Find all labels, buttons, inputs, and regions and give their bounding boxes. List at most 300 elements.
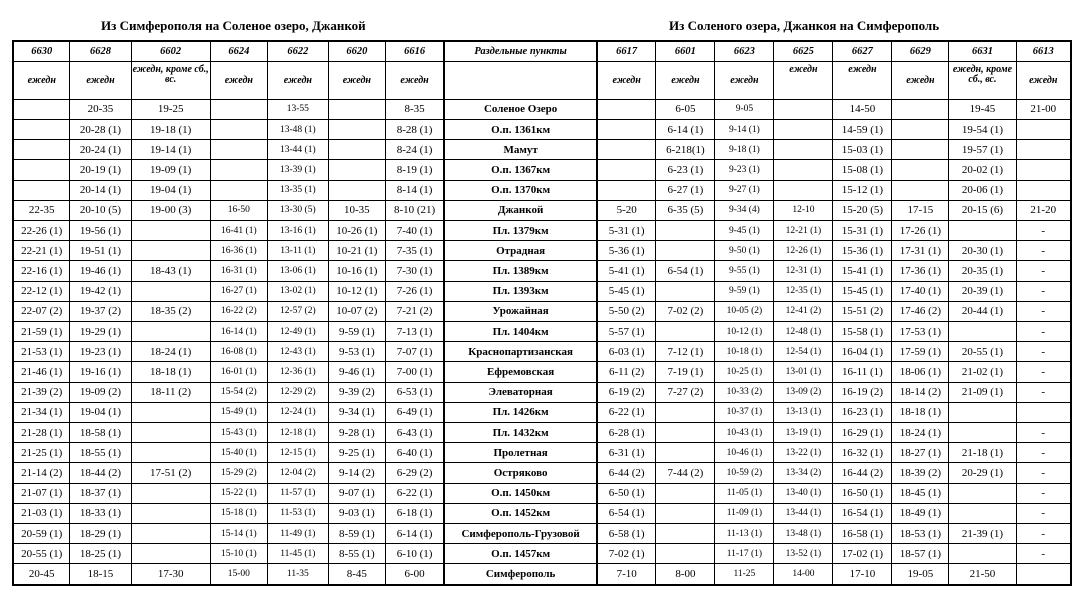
time-cell: 6-50 (1) bbox=[597, 483, 656, 503]
time-cell: 12-41 (2) bbox=[774, 301, 833, 321]
time-cell: 10-33 (2) bbox=[715, 382, 774, 402]
time-cell: 19-57 (1) bbox=[949, 140, 1016, 160]
time-cell bbox=[13, 180, 70, 200]
time-cell: 11-13 (1) bbox=[715, 524, 774, 544]
time-cell: 6-28 (1) bbox=[597, 423, 656, 443]
time-cell: 11-05 (1) bbox=[715, 483, 774, 503]
time-cell: 13-06 (1) bbox=[267, 261, 328, 281]
station-name: Пл. 1426км bbox=[444, 402, 597, 422]
time-cell: 20-55 (1) bbox=[949, 342, 1016, 362]
time-cell: 17-59 (1) bbox=[892, 342, 949, 362]
time-cell: 21-28 (1) bbox=[13, 423, 70, 443]
time-cell: 19-56 (1) bbox=[70, 220, 131, 240]
time-cell: 8-10 (21) bbox=[385, 200, 444, 220]
table-row bbox=[13, 160, 1071, 180]
time-cell: 19-16 (1) bbox=[70, 362, 131, 382]
time-cell: 13-13 (1) bbox=[774, 402, 833, 422]
time-cell: 19-18 (1) bbox=[131, 119, 210, 139]
time-cell: 18-53 (1) bbox=[892, 524, 949, 544]
time-cell: 20-24 (1) bbox=[70, 140, 131, 160]
time-cell: 21-59 (1) bbox=[13, 322, 70, 342]
time-cell: 6-23 (1) bbox=[656, 160, 715, 180]
time-cell: 9-45 (1) bbox=[715, 220, 774, 240]
periodicity: ежедн bbox=[70, 62, 131, 99]
time-cell: 10-59 (2) bbox=[715, 463, 774, 483]
time-cell bbox=[131, 443, 210, 463]
time-cell: 20-30 (1) bbox=[949, 241, 1016, 261]
time-cell: 13-09 (2) bbox=[774, 382, 833, 402]
train-number-row bbox=[13, 41, 1071, 62]
time-cell: 6-00 bbox=[385, 564, 444, 585]
time-cell bbox=[131, 503, 210, 523]
time-cell: 20-28 (1) bbox=[70, 119, 131, 139]
time-cell: 16-50 (1) bbox=[833, 483, 892, 503]
time-cell: 19-23 (1) bbox=[70, 342, 131, 362]
time-cell: 7-19 (1) bbox=[656, 362, 715, 382]
time-cell: - bbox=[1016, 483, 1071, 503]
table-row bbox=[13, 463, 1071, 483]
table-row bbox=[13, 322, 1071, 342]
time-cell: 21-46 (1) bbox=[13, 362, 70, 382]
time-cell bbox=[949, 503, 1016, 523]
table-row bbox=[13, 382, 1071, 402]
time-cell: 21-53 (1) bbox=[13, 342, 70, 362]
time-cell: 18-58 (1) bbox=[70, 423, 131, 443]
time-cell bbox=[1016, 402, 1071, 422]
table-row bbox=[13, 241, 1071, 261]
time-cell bbox=[210, 119, 267, 139]
time-cell: 15-40 (1) bbox=[210, 443, 267, 463]
table-row bbox=[13, 180, 1071, 200]
time-cell bbox=[656, 544, 715, 564]
time-cell: 16-44 (2) bbox=[833, 463, 892, 483]
time-cell: 15-36 (1) bbox=[833, 241, 892, 261]
time-cell bbox=[210, 180, 267, 200]
station-name: Отрадная bbox=[444, 241, 597, 261]
time-cell: - bbox=[1016, 463, 1071, 483]
time-cell: 17-40 (1) bbox=[892, 281, 949, 301]
time-cell: 18-55 (1) bbox=[70, 443, 131, 463]
time-cell bbox=[656, 241, 715, 261]
time-cell bbox=[131, 483, 210, 503]
periodicity: ежедн bbox=[715, 62, 774, 99]
time-cell: 15-14 (1) bbox=[210, 524, 267, 544]
time-cell: 13-11 (1) bbox=[267, 241, 328, 261]
time-cell: 15-29 (2) bbox=[210, 463, 267, 483]
periodicity: ежедн bbox=[892, 62, 949, 99]
time-cell bbox=[131, 524, 210, 544]
time-cell bbox=[131, 322, 210, 342]
time-cell bbox=[656, 423, 715, 443]
train-number: 6629 bbox=[892, 41, 949, 62]
time-cell: 21-39 (2) bbox=[13, 382, 70, 402]
time-cell: 15-18 (1) bbox=[210, 503, 267, 523]
time-cell: 10-05 (2) bbox=[715, 301, 774, 321]
time-cell: 13-44 (1) bbox=[774, 503, 833, 523]
time-cell: - bbox=[1016, 503, 1071, 523]
time-cell bbox=[597, 180, 656, 200]
periodicity: ежедн bbox=[597, 62, 656, 99]
time-cell: 16-23 (1) bbox=[833, 402, 892, 422]
timetable bbox=[12, 40, 1072, 586]
time-cell: 10-12 (1) bbox=[715, 322, 774, 342]
time-cell bbox=[1016, 140, 1071, 160]
time-cell bbox=[949, 544, 1016, 564]
time-cell: 13-22 (1) bbox=[774, 443, 833, 463]
table-row bbox=[13, 140, 1071, 160]
time-cell: 18-57 (1) bbox=[892, 544, 949, 564]
time-cell bbox=[1016, 160, 1071, 180]
time-cell: 7-00 (1) bbox=[385, 362, 444, 382]
time-cell: 10-46 (1) bbox=[715, 443, 774, 463]
periodicity: ежедн, кроме сб., вс. bbox=[949, 62, 1016, 99]
train-number: 6624 bbox=[210, 41, 267, 62]
station-name: Джанкой bbox=[444, 200, 597, 220]
time-cell: 9-46 (1) bbox=[328, 362, 385, 382]
time-cell: 9-03 (1) bbox=[328, 503, 385, 523]
time-cell: 15-10 (1) bbox=[210, 544, 267, 564]
time-cell: 21-14 (2) bbox=[13, 463, 70, 483]
time-cell: 18-18 (1) bbox=[892, 402, 949, 422]
time-cell: 15-49 (1) bbox=[210, 402, 267, 422]
time-cell bbox=[131, 220, 210, 240]
time-cell bbox=[328, 180, 385, 200]
table-row bbox=[13, 301, 1071, 321]
time-cell: 9-50 (1) bbox=[715, 241, 774, 261]
time-cell: 13-16 (1) bbox=[267, 220, 328, 240]
time-cell: 18-24 (1) bbox=[892, 423, 949, 443]
time-cell: 10-16 (1) bbox=[328, 261, 385, 281]
time-cell: 7-07 (1) bbox=[385, 342, 444, 362]
time-cell: 13-35 (1) bbox=[267, 180, 328, 200]
time-cell: 13-01 (1) bbox=[774, 362, 833, 382]
time-cell: 10-07 (2) bbox=[328, 301, 385, 321]
time-cell: 18-43 (1) bbox=[131, 261, 210, 281]
time-cell: 12-36 (1) bbox=[267, 362, 328, 382]
time-cell: 18-45 (1) bbox=[892, 483, 949, 503]
time-cell: 17-51 (2) bbox=[131, 463, 210, 483]
time-cell: 5-31 (1) bbox=[597, 220, 656, 240]
time-cell: - bbox=[1016, 544, 1071, 564]
time-cell: 17-36 (1) bbox=[892, 261, 949, 281]
time-cell: 16-32 (1) bbox=[833, 443, 892, 463]
train-number: 6631 bbox=[949, 41, 1016, 62]
time-cell: 13-48 (1) bbox=[774, 524, 833, 544]
time-cell: 5-50 (2) bbox=[597, 301, 656, 321]
time-cell bbox=[328, 99, 385, 119]
time-cell: 19-05 bbox=[892, 564, 949, 585]
time-cell: 18-06 (1) bbox=[892, 362, 949, 382]
time-cell: 7-30 (1) bbox=[385, 261, 444, 281]
time-cell: 16-19 (2) bbox=[833, 382, 892, 402]
station-name: Элеваторная bbox=[444, 382, 597, 402]
train-number: 6622 bbox=[267, 41, 328, 62]
time-cell: - bbox=[1016, 362, 1071, 382]
time-cell bbox=[774, 99, 833, 119]
time-cell: 18-49 (1) bbox=[892, 503, 949, 523]
time-cell: 21-00 bbox=[1016, 99, 1071, 119]
time-cell: 12-48 (1) bbox=[774, 322, 833, 342]
time-cell bbox=[131, 423, 210, 443]
time-cell: 15-54 (2) bbox=[210, 382, 267, 402]
time-cell: 13-48 (1) bbox=[267, 119, 328, 139]
time-cell bbox=[892, 180, 949, 200]
table-row bbox=[13, 503, 1071, 523]
time-cell bbox=[13, 99, 70, 119]
time-cell: 6-18 (1) bbox=[385, 503, 444, 523]
time-cell: 6-22 (1) bbox=[597, 402, 656, 422]
time-cell: 19-45 bbox=[949, 99, 1016, 119]
station-name: О.п. 1452км bbox=[444, 503, 597, 523]
time-cell: 21-50 bbox=[949, 564, 1016, 585]
time-cell: 16-04 (1) bbox=[833, 342, 892, 362]
station-name: Пл. 1379км bbox=[444, 220, 597, 240]
time-cell: 16-58 (1) bbox=[833, 524, 892, 544]
time-cell: 20-14 (1) bbox=[70, 180, 131, 200]
time-cell: 6-53 (1) bbox=[385, 382, 444, 402]
time-cell: 12-18 (1) bbox=[267, 423, 328, 443]
time-cell: 9-34 (1) bbox=[328, 402, 385, 422]
time-cell: 16-54 (1) bbox=[833, 503, 892, 523]
table-row bbox=[13, 564, 1071, 585]
time-cell bbox=[949, 220, 1016, 240]
time-cell: 6-10 (1) bbox=[385, 544, 444, 564]
time-cell: - bbox=[1016, 342, 1071, 362]
station-name: Симферополь bbox=[444, 564, 597, 585]
time-cell: 7-35 (1) bbox=[385, 241, 444, 261]
time-cell bbox=[131, 281, 210, 301]
time-cell: 7-21 (2) bbox=[385, 301, 444, 321]
time-cell: 20-45 bbox=[13, 564, 70, 585]
time-cell: 10-25 (1) bbox=[715, 362, 774, 382]
title-right: Из Соленого озера, Джанкоя на Симферополь bbox=[669, 18, 940, 33]
time-cell: 19-04 (1) bbox=[70, 402, 131, 422]
time-cell bbox=[774, 160, 833, 180]
time-cell: 8-55 (1) bbox=[328, 544, 385, 564]
time-cell: 18-24 (1) bbox=[131, 342, 210, 362]
time-cell: 15-03 (1) bbox=[833, 140, 892, 160]
time-cell: 17-53 (1) bbox=[892, 322, 949, 342]
time-cell bbox=[892, 119, 949, 139]
time-cell: 20-39 (1) bbox=[949, 281, 1016, 301]
time-cell: 20-35 bbox=[70, 99, 131, 119]
time-cell: 9-07 (1) bbox=[328, 483, 385, 503]
time-cell: 10-35 bbox=[328, 200, 385, 220]
time-cell: - bbox=[1016, 524, 1071, 544]
time-cell: 16-14 (1) bbox=[210, 322, 267, 342]
time-cell: 9-59 (1) bbox=[328, 322, 385, 342]
time-cell: 15-00 bbox=[210, 564, 267, 585]
time-cell: 18-18 (1) bbox=[131, 362, 210, 382]
time-cell: 20-15 (6) bbox=[949, 200, 1016, 220]
time-cell: 16-29 (1) bbox=[833, 423, 892, 443]
station-name: Симферополь-Грузовой bbox=[444, 524, 597, 544]
time-cell: 16-11 (1) bbox=[833, 362, 892, 382]
time-cell: 16-41 (1) bbox=[210, 220, 267, 240]
station-name: О.п. 1370км bbox=[444, 180, 597, 200]
time-cell: 7-44 (2) bbox=[656, 463, 715, 483]
time-cell: 20-55 (1) bbox=[13, 544, 70, 564]
time-cell bbox=[949, 423, 1016, 443]
time-cell: 8-14 (1) bbox=[385, 180, 444, 200]
time-cell: 12-04 (2) bbox=[267, 463, 328, 483]
time-cell: 6-31 (1) bbox=[597, 443, 656, 463]
time-cell: 17-31 (1) bbox=[892, 241, 949, 261]
time-cell bbox=[892, 140, 949, 160]
time-cell: - bbox=[1016, 382, 1071, 402]
station-name: Урожайная bbox=[444, 301, 597, 321]
time-cell: 16-22 (2) bbox=[210, 301, 267, 321]
time-cell: 15-20 (5) bbox=[833, 200, 892, 220]
time-cell: 20-02 (1) bbox=[949, 160, 1016, 180]
time-cell: 13-34 (2) bbox=[774, 463, 833, 483]
time-cell: 22-12 (1) bbox=[13, 281, 70, 301]
time-cell: 9-59 (1) bbox=[715, 281, 774, 301]
time-cell bbox=[656, 220, 715, 240]
time-cell: 18-33 (1) bbox=[70, 503, 131, 523]
table-row bbox=[13, 119, 1071, 139]
time-cell: 21-03 (1) bbox=[13, 503, 70, 523]
time-cell: 11-57 (1) bbox=[267, 483, 328, 503]
time-cell: 9-14 (2) bbox=[328, 463, 385, 483]
time-cell: 13-02 (1) bbox=[267, 281, 328, 301]
title-left: Из Симферополя на Соленое озеро, Джанкой bbox=[101, 18, 366, 33]
periodicity: ежедн bbox=[210, 62, 267, 99]
time-cell: 16-50 bbox=[210, 200, 267, 220]
table-row bbox=[13, 281, 1071, 301]
table-row bbox=[13, 402, 1071, 422]
time-cell: 12-31 (1) bbox=[774, 261, 833, 281]
time-cell: 19-51 (1) bbox=[70, 241, 131, 261]
time-cell: 19-54 (1) bbox=[949, 119, 1016, 139]
time-cell bbox=[13, 140, 70, 160]
time-cell: 13-44 (1) bbox=[267, 140, 328, 160]
time-cell: 21-02 (1) bbox=[949, 362, 1016, 382]
time-cell: 10-18 (1) bbox=[715, 342, 774, 362]
time-cell: 15-41 (1) bbox=[833, 261, 892, 281]
time-cell bbox=[13, 119, 70, 139]
time-cell: 20-19 (1) bbox=[70, 160, 131, 180]
time-cell: 5-57 (1) bbox=[597, 322, 656, 342]
time-cell: 20-29 (1) bbox=[949, 463, 1016, 483]
time-cell bbox=[210, 160, 267, 180]
time-cell: 8-24 (1) bbox=[385, 140, 444, 160]
station-name: О.п. 1367км bbox=[444, 160, 597, 180]
time-cell: 9-25 (1) bbox=[328, 443, 385, 463]
time-cell: 18-27 (1) bbox=[892, 443, 949, 463]
time-cell: 8-28 (1) bbox=[385, 119, 444, 139]
time-cell: 6-29 (2) bbox=[385, 463, 444, 483]
time-cell: 14-00 bbox=[774, 564, 833, 585]
time-cell: 19-42 (1) bbox=[70, 281, 131, 301]
time-cell: 13-19 (1) bbox=[774, 423, 833, 443]
time-cell bbox=[328, 160, 385, 180]
periodicity: ежедн bbox=[385, 62, 444, 99]
time-cell bbox=[328, 119, 385, 139]
time-cell bbox=[1016, 180, 1071, 200]
time-cell: 19-37 (2) bbox=[70, 301, 131, 321]
time-cell: 19-09 (1) bbox=[131, 160, 210, 180]
time-cell: 21-07 (1) bbox=[13, 483, 70, 503]
time-cell: 20-06 (1) bbox=[949, 180, 1016, 200]
time-cell: - bbox=[1016, 423, 1071, 443]
time-cell bbox=[210, 140, 267, 160]
time-cell: 6-27 (1) bbox=[656, 180, 715, 200]
time-cell: 5-41 (1) bbox=[597, 261, 656, 281]
time-cell: 12-10 bbox=[774, 200, 833, 220]
time-cell: 6-49 (1) bbox=[385, 402, 444, 422]
time-cell: 15-12 (1) bbox=[833, 180, 892, 200]
time-cell: 11-49 (1) bbox=[267, 524, 328, 544]
time-cell: 19-09 (2) bbox=[70, 382, 131, 402]
time-cell: 12-15 (1) bbox=[267, 443, 328, 463]
time-cell: 18-39 (2) bbox=[892, 463, 949, 483]
time-cell: 11-25 bbox=[715, 564, 774, 585]
time-cell: 18-37 (1) bbox=[70, 483, 131, 503]
time-cell bbox=[210, 99, 267, 119]
periodicity: ежедн bbox=[328, 62, 385, 99]
time-cell: 19-25 bbox=[131, 99, 210, 119]
time-cell: 14-59 (1) bbox=[833, 119, 892, 139]
train-number: 6613 bbox=[1016, 41, 1071, 62]
time-cell: 8-35 bbox=[385, 99, 444, 119]
table-row bbox=[13, 261, 1071, 281]
time-cell: 16-27 (1) bbox=[210, 281, 267, 301]
station-name: Пл. 1404км bbox=[444, 322, 597, 342]
time-cell: 6-19 (2) bbox=[597, 382, 656, 402]
time-cell: 9-18 (1) bbox=[715, 140, 774, 160]
time-cell: 12-57 (2) bbox=[267, 301, 328, 321]
time-cell: 6-54 (1) bbox=[656, 261, 715, 281]
time-cell: 13-40 (1) bbox=[774, 483, 833, 503]
time-cell: 11-53 (1) bbox=[267, 503, 328, 523]
time-cell: 6-54 (1) bbox=[597, 503, 656, 523]
train-number: 6628 bbox=[70, 41, 131, 62]
time-cell: 9-39 (2) bbox=[328, 382, 385, 402]
time-cell: - bbox=[1016, 301, 1071, 321]
time-cell: 9-27 (1) bbox=[715, 180, 774, 200]
time-cell: 12-29 (2) bbox=[267, 382, 328, 402]
time-cell: 8-59 (1) bbox=[328, 524, 385, 544]
time-cell: 5-36 (1) bbox=[597, 241, 656, 261]
time-cell bbox=[597, 160, 656, 180]
time-cell bbox=[892, 160, 949, 180]
time-cell bbox=[949, 483, 1016, 503]
time-cell: 6-43 (1) bbox=[385, 423, 444, 443]
station-column-header: Раздельные пункты bbox=[444, 41, 597, 62]
time-cell: 7-10 bbox=[597, 564, 656, 585]
time-cell: 17-30 bbox=[131, 564, 210, 585]
time-cell: 11-35 bbox=[267, 564, 328, 585]
time-cell bbox=[328, 140, 385, 160]
time-cell: 6-14 (1) bbox=[385, 524, 444, 544]
time-cell bbox=[656, 322, 715, 342]
time-cell bbox=[13, 160, 70, 180]
station-name: О.п. 1457км bbox=[444, 544, 597, 564]
time-cell: - bbox=[1016, 241, 1071, 261]
time-cell: 17-46 (2) bbox=[892, 301, 949, 321]
time-cell bbox=[656, 483, 715, 503]
time-cell: 18-25 (1) bbox=[70, 544, 131, 564]
time-cell: 6-14 (1) bbox=[656, 119, 715, 139]
time-cell: 17-10 bbox=[833, 564, 892, 585]
time-cell: 10-26 (1) bbox=[328, 220, 385, 240]
time-cell: 7-40 (1) bbox=[385, 220, 444, 240]
time-cell bbox=[774, 180, 833, 200]
time-cell: 9-55 (1) bbox=[715, 261, 774, 281]
time-cell bbox=[892, 99, 949, 119]
time-cell bbox=[949, 322, 1016, 342]
